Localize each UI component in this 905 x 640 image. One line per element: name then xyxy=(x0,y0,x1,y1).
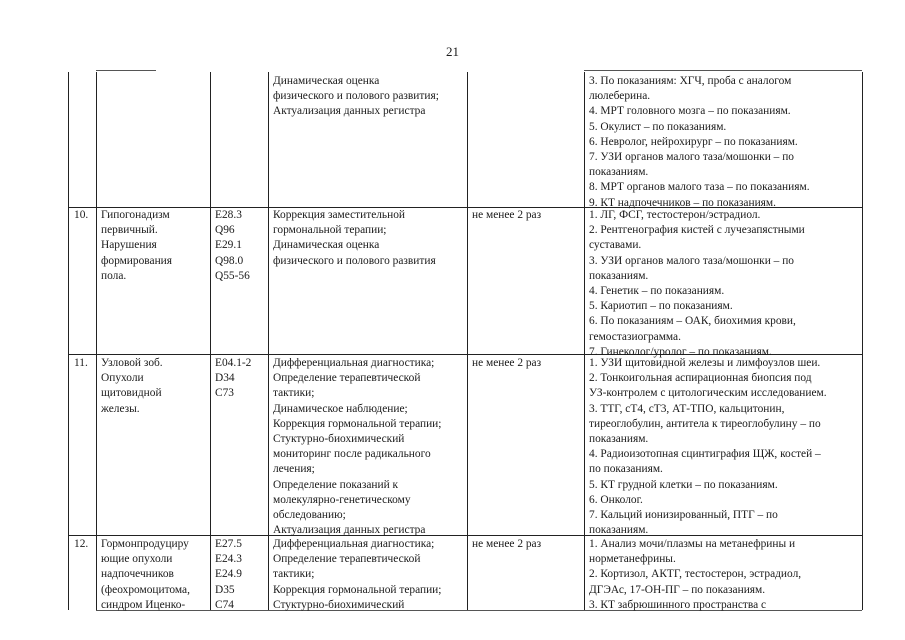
examinations-line: суставами. xyxy=(589,239,642,252)
column-divider-exams xyxy=(584,72,585,610)
examinations-line: 2. Тонкоигольная аспирационная биопсия под xyxy=(589,372,812,385)
observation-goals xyxy=(273,74,439,120)
page-number: 21 xyxy=(446,44,459,59)
observation-goals xyxy=(273,356,441,538)
examinations-line: 9. КТ надпочечников – по показаниям. xyxy=(589,196,776,209)
examinations-line: УЗ-контролем с цитологическим исследованием. xyxy=(589,387,827,400)
examinations-line: 4. МРТ головного мозга – по показаниям. xyxy=(589,105,791,118)
condition-name-line: щитовидной xyxy=(101,387,162,400)
observation-goals-line: молекулярно-генетическому xyxy=(273,493,411,506)
icd-codes xyxy=(215,356,251,402)
observation-goals-line: Коррекция заместительной xyxy=(273,209,406,221)
condition-name xyxy=(101,537,190,613)
observation-goals-line: Динамическое наблюдение; xyxy=(273,402,408,415)
row-number: 11. xyxy=(74,357,88,369)
column-divider-name xyxy=(96,72,97,610)
condition-name xyxy=(101,208,172,284)
observation-goals-line: Определение показаний к xyxy=(273,478,399,491)
examinations-line: 3. КТ забрюшинного пространства с xyxy=(589,598,767,611)
condition-name-line: железы. xyxy=(101,402,140,415)
observation-goals-line: Актуализация данных регистра xyxy=(273,105,426,118)
column-divider-goals xyxy=(268,72,269,610)
condition-name-line: пола. xyxy=(101,269,127,282)
examinations-line: 1. УЗИ щитовидной железы и лимфоузлов шеи. xyxy=(589,357,821,369)
observation-goals xyxy=(273,537,441,613)
condition-name-line: Нарушения xyxy=(101,239,157,252)
condition-name-line: Гипогонадизм xyxy=(101,209,170,221)
examinations-line: показаниям. xyxy=(589,269,649,282)
visit-frequency: не менее 2 раз xyxy=(472,357,542,369)
examinations xyxy=(589,208,805,360)
examinations-line: норметанефрины. xyxy=(589,553,676,566)
condition-name-line: Опухоли xyxy=(101,372,144,385)
examinations-line: 6. Невролог, нейрохирург – по показаниям. xyxy=(589,135,798,148)
condition-name-line: ющие опухоли xyxy=(101,553,173,566)
examinations-line: 5. Окулист – по показаниям. xyxy=(589,120,727,133)
observation-goals-line: Актуализация данных регистра xyxy=(273,524,426,537)
examinations-line: показаниям. xyxy=(589,524,649,537)
condition-name-line: Гормонпродуциру xyxy=(101,538,189,550)
condition-name-line: (феохромоцитома, xyxy=(101,583,190,596)
observation-goals-line: гормональной терапии; xyxy=(273,224,387,237)
condition-name-line: Узловой зоб. xyxy=(101,357,163,369)
icd-codes-line: Q55-56 xyxy=(215,269,250,282)
observation-goals-line: Динамическая оценка xyxy=(273,239,380,252)
examinations xyxy=(589,537,801,613)
column-divider-freq xyxy=(467,72,468,610)
row-top-line xyxy=(96,70,156,71)
row-number: 12. xyxy=(74,538,89,550)
condition-name-line: формирования xyxy=(101,254,173,267)
visit-frequency: не менее 2 раз xyxy=(472,209,542,221)
observation-goals-line: Динамическая оценка xyxy=(273,75,380,87)
observation-goals-line: Дифференциальная диагностика; xyxy=(273,357,435,369)
table-border-right xyxy=(862,72,863,610)
examinations-line: 4. Радиоизотопная сцинтиграфия ЩЖ, костей – xyxy=(589,448,821,461)
observation-goals-line: физического и полового развития xyxy=(273,254,436,267)
examinations-line: 1. ЛГ, ФСГ, тестостерон/эстрадиол. xyxy=(589,209,761,221)
examinations-line: 5. КТ грудной клетки – по показаниям. xyxy=(589,478,778,491)
examinations-line: 4. Генетик – по показаниям. xyxy=(589,285,725,298)
condition-name-line: первичный. xyxy=(101,224,158,237)
examinations-line: 2. Рентгенография кистей с лучезапястными xyxy=(589,224,805,237)
examinations-line: 5. Кариотип – по показаниям. xyxy=(589,300,733,313)
examinations-line: 3. По показаниям: ХГЧ, проба с аналогом xyxy=(589,75,792,87)
condition-name-line: надпочечников xyxy=(101,568,174,581)
examinations-line: ДГЭАс, 17-ОН-ПГ – по показаниям. xyxy=(589,583,766,596)
examinations-line: по показаниям. xyxy=(589,463,663,476)
examinations-line: гемостазиограмма. xyxy=(589,330,681,343)
icd-codes-line: Q96 xyxy=(215,224,235,237)
observation-goals-line: лечения; xyxy=(273,463,315,476)
icd-codes-line: E04.1-2 xyxy=(215,357,252,369)
icd-codes-line: D34 xyxy=(215,372,235,385)
examinations-line: 7. Кальций ионизированный, ПТГ – по xyxy=(589,509,778,522)
row-number: 10. xyxy=(74,209,89,221)
examinations-line: 6. По показаниям – ОАК, биохимия крови, xyxy=(589,315,796,328)
column-divider-codes xyxy=(210,72,211,610)
observation-goals-line: Коррекция гормональной терапии; xyxy=(273,417,442,430)
row-top-line xyxy=(584,70,862,71)
icd-codes xyxy=(215,537,242,613)
condition-name xyxy=(101,356,163,417)
examinations-line: 8. МРТ органов малого таза – по показаниям. xyxy=(589,181,810,194)
icd-codes-line: E28.3 xyxy=(215,209,242,221)
examinations-line: показаниям. xyxy=(589,166,649,179)
examinations-line: 3. ТТГ, сТ4, сТ3, АТ-ТПО, кальцитонин, xyxy=(589,402,785,415)
icd-codes-line: Q98.0 xyxy=(215,254,244,267)
visit-frequency: не менее 2 раз xyxy=(472,538,542,550)
examinations-line: 7. УЗИ органов малого таза/мошонки – по xyxy=(589,151,794,164)
icd-codes-line: E27.5 xyxy=(215,538,242,550)
table-border-left xyxy=(68,72,69,610)
icd-codes xyxy=(215,208,250,284)
examinations xyxy=(589,356,827,538)
examinations-line: 3. УЗИ органов малого таза/мошонки – по xyxy=(589,254,794,267)
examinations-line: 7. Гинеколог/уролог – по показаниям. xyxy=(589,345,772,358)
icd-codes-line: E29.1 xyxy=(215,239,242,252)
observation-goals-line: тактики; xyxy=(273,387,315,400)
observation-goals-line: Определение терапевтической xyxy=(273,553,421,566)
icd-codes-line: D35 xyxy=(215,583,235,596)
examinations-line: люлеберина. xyxy=(589,90,651,103)
observation-goals-line: Определение терапевтической xyxy=(273,372,421,385)
icd-codes-line: E24.3 xyxy=(215,553,242,566)
observation-goals-line: тактики; xyxy=(273,568,315,581)
examinations-line: тиреоглобулин, антитела к тиреоглобулину – по xyxy=(589,417,821,430)
observation-goals-line: обследованию; xyxy=(273,509,346,522)
examinations-line: 6. Онколог. xyxy=(589,493,643,506)
observation-goals-line: Стуктурно-биохимический xyxy=(273,433,405,446)
examinations-line: показаниям. xyxy=(589,433,649,446)
observation-goals-line: физического и полового развития; xyxy=(273,90,439,103)
icd-codes-line: C74 xyxy=(215,598,234,611)
observation-goals-line: мониторинг после радикального xyxy=(273,448,431,461)
observation-goals-line: Стуктурно-биохимический xyxy=(273,598,405,611)
observation-goals-line: Дифференциальная диагностика; xyxy=(273,538,435,550)
icd-codes-line: C73 xyxy=(215,387,234,400)
observation-goals-line: Коррекция гормональной терапии; xyxy=(273,583,442,596)
icd-codes-line: E24.9 xyxy=(215,568,242,581)
observation-goals xyxy=(273,208,436,269)
examinations-line: 2. Кортизол, АКТГ, тестостерон, эстрадиол, xyxy=(589,568,802,581)
examinations-line: 1. Анализ мочи/плазмы на метанефрины и xyxy=(589,538,796,550)
examinations xyxy=(589,74,810,211)
condition-name-line: синдром Иценко- xyxy=(101,598,186,611)
